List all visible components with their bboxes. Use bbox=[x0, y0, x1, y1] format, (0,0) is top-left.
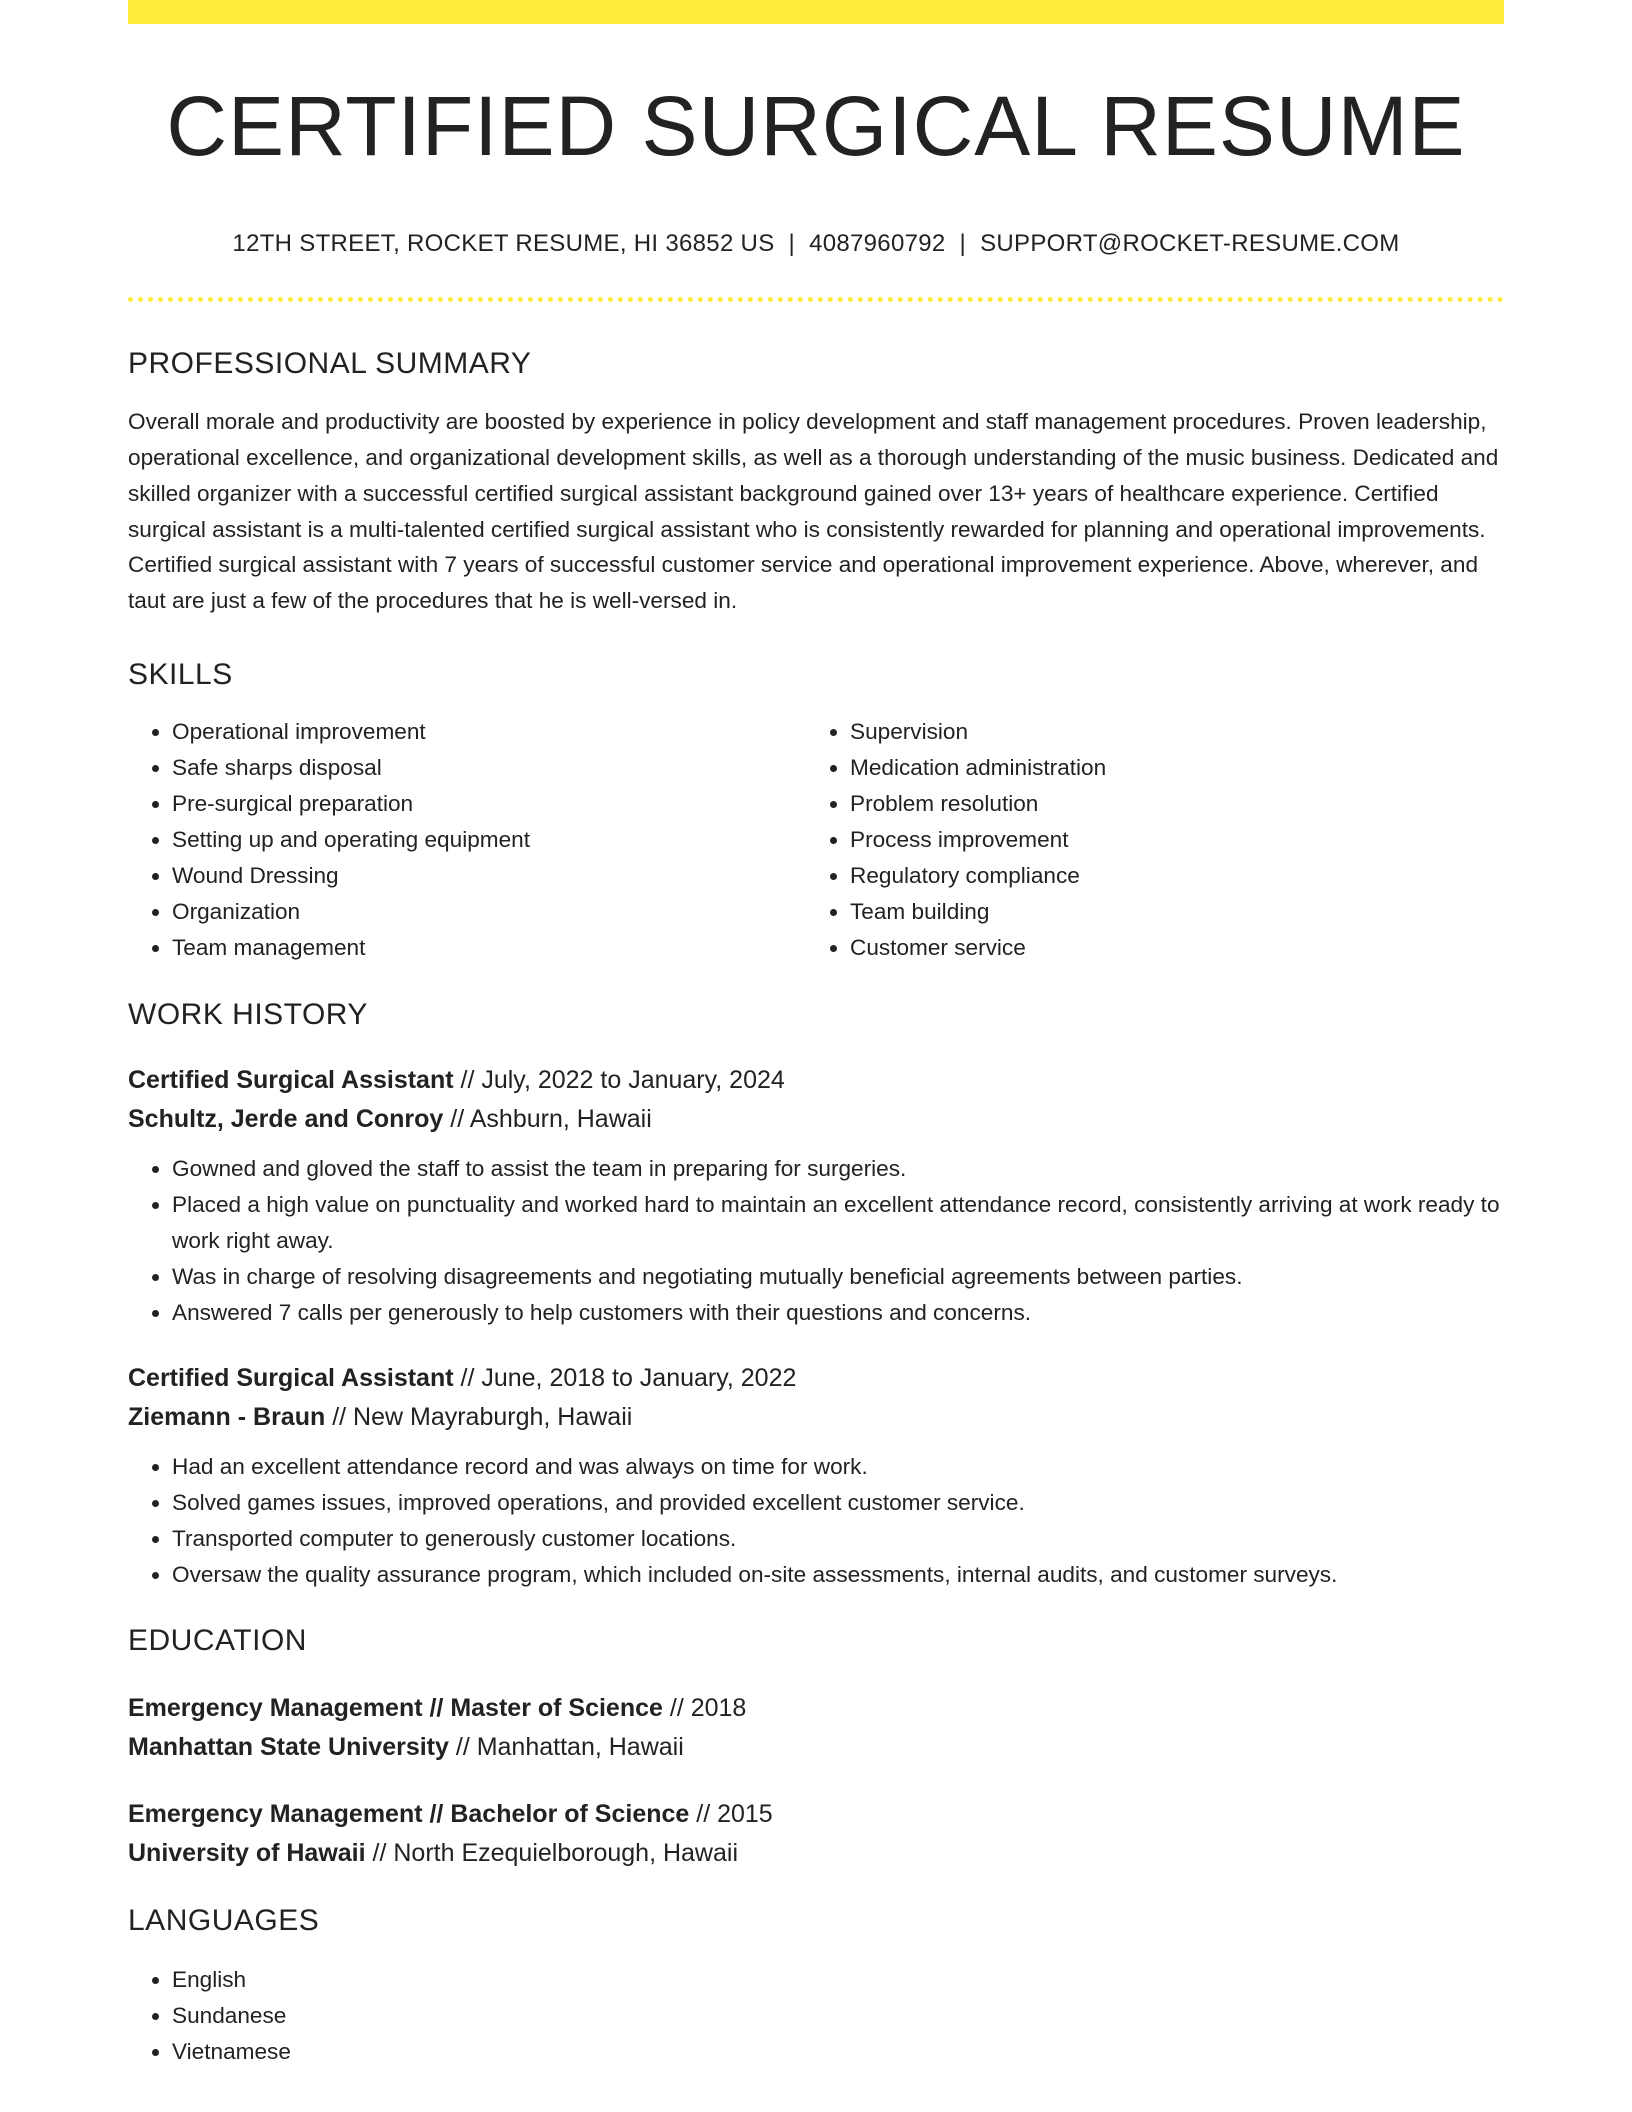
skill-item: • Regulatory compliance bbox=[850, 858, 1484, 894]
skill-item: • Safe sharps disposal bbox=[172, 750, 806, 786]
education-location: // North Ezequielborough, Hawaii bbox=[365, 1839, 739, 1868]
skills-heading: SKILLS bbox=[128, 658, 233, 692]
contact-line bbox=[128, 230, 1504, 259]
work-history-heading: WORK HISTORY bbox=[128, 998, 368, 1032]
top-accent-bar bbox=[128, 0, 1504, 24]
language-item: • Vietnamese bbox=[172, 2034, 1504, 2070]
skill-item: • Team building bbox=[850, 894, 1484, 930]
education-year: // 2018 bbox=[662, 1694, 747, 1723]
education-entry bbox=[128, 1689, 1504, 1767]
education-degree-line bbox=[128, 1689, 1504, 1728]
summary-text: Overall morale and productivity are boosted by experience in policy development and staff management procedures. Proven leadership, operational excellence, and organizational development skills, as well as a thorough understanding of the music business. Dedicated and skilled organizer with a successful certified surgical assistant background gained over 13+ years of healthcare experience. Certified surgical assistant is a multi-talented certified surgical assistant who is consistently rewarded for planning and operational improvements. Certified surgical assistant with 7 years of successful customer service and operational improvement experience. Above, wherever, and taut are just a few of the procedures that he is well-versed in. bbox=[128, 408, 1499, 614]
job-bullet: • Was in charge of resolving disagreements and negotiating mutually beneficial agreements between parties. bbox=[172, 1259, 1504, 1295]
education-school-line bbox=[128, 1728, 1504, 1767]
resume-title: CERTIFIED SURGICAL RESUME bbox=[166, 79, 1466, 173]
skills-grid bbox=[128, 714, 1504, 966]
education-school: Manhattan State University bbox=[128, 1733, 449, 1762]
education-school: University of Hawaii bbox=[128, 1839, 366, 1868]
job-title: Certified Surgical Assistant bbox=[128, 1364, 454, 1393]
skill-item: • Team management bbox=[172, 930, 806, 966]
dotted-divider bbox=[128, 297, 1504, 302]
skill-item: • Customer service bbox=[850, 930, 1484, 966]
contact-phone: 4087960792 bbox=[809, 230, 946, 257]
resume-page bbox=[128, 0, 1504, 2070]
skills-left-column bbox=[128, 714, 806, 966]
job-bullet: • Transported computer to generously customer locations. bbox=[172, 1521, 1504, 1557]
education-location: // Manhattan, Hawaii bbox=[448, 1733, 684, 1762]
education-degree-line bbox=[128, 1795, 1504, 1834]
skill-item: • Supervision bbox=[850, 714, 1484, 750]
skill-item: • Process improvement bbox=[850, 822, 1484, 858]
job-bullets bbox=[128, 1449, 1504, 1593]
skill-item: • Problem resolution bbox=[850, 786, 1484, 822]
language-item: • English bbox=[172, 1962, 1504, 1998]
education-year: // 2015 bbox=[689, 1800, 773, 1829]
education-entry bbox=[128, 1795, 1504, 1873]
languages-heading: LANGUAGES bbox=[128, 1904, 320, 1938]
education-school-line bbox=[128, 1834, 1504, 1873]
job-bullet: • Answered 7 calls per generously to help customers with their questions and concerns. bbox=[172, 1295, 1504, 1331]
job-bullet: • Oversaw the quality assurance program, which included on-site assessments, internal audits, and customer surveys. bbox=[172, 1557, 1504, 1593]
education-degree: Emergency Management // Bachelor of Science bbox=[128, 1800, 690, 1829]
job-company: Schultz, Jerde and Conroy bbox=[128, 1105, 444, 1134]
contact-separator: | bbox=[959, 230, 967, 257]
skill-item: • Medication administration bbox=[850, 750, 1484, 786]
skill-item: • Setting up and operating equipment bbox=[172, 822, 806, 858]
job-entry bbox=[128, 1359, 1504, 1593]
contact-address: 12TH STREET, ROCKET RESUME, HI 36852 US bbox=[232, 230, 775, 257]
skill-item: • Organization bbox=[172, 894, 806, 930]
job-bullet: • Gowned and gloved the staff to assist the team in preparing for surgeries. bbox=[172, 1151, 1504, 1187]
skill-item: • Operational improvement bbox=[172, 714, 806, 750]
job-company-line bbox=[128, 1100, 1504, 1139]
skills-right-column bbox=[806, 714, 1484, 966]
languages-list bbox=[128, 1962, 1504, 2070]
job-dates: // July, 2022 to January, 2024 bbox=[453, 1066, 785, 1095]
job-company-line bbox=[128, 1398, 1504, 1437]
job-title-line bbox=[128, 1061, 1504, 1100]
contact-separator: | bbox=[788, 230, 796, 257]
education-heading: EDUCATION bbox=[128, 1624, 307, 1658]
language-item: • Sundanese bbox=[172, 1998, 1504, 2034]
job-bullet: • Had an excellent attendance record and was always on time for work. bbox=[172, 1449, 1504, 1485]
job-bullets bbox=[128, 1151, 1504, 1331]
skill-item: • Wound Dressing bbox=[172, 858, 806, 894]
job-location: // Ashburn, Hawaii bbox=[443, 1105, 652, 1134]
job-title: Certified Surgical Assistant bbox=[128, 1066, 454, 1095]
skill-item: • Pre-surgical preparation bbox=[172, 786, 806, 822]
summary-heading: PROFESSIONAL SUMMARY bbox=[128, 346, 532, 380]
job-title-line bbox=[128, 1359, 1504, 1398]
education-degree: Emergency Management // Master of Science bbox=[128, 1694, 663, 1723]
job-company: Ziemann - Braun bbox=[128, 1403, 326, 1432]
job-bullet: • Solved games issues, improved operations, and provided excellent customer service. bbox=[172, 1485, 1504, 1521]
job-dates: // June, 2018 to January, 2022 bbox=[453, 1364, 797, 1393]
job-location: // New Mayraburgh, Hawaii bbox=[325, 1403, 633, 1432]
job-bullet: • Placed a high value on punctuality and worked hard to maintain an excellent attendance record, consistently arriving at work ready to work right away. bbox=[172, 1187, 1504, 1259]
contact-email: SUPPORT@ROCKET-RESUME.COM bbox=[980, 230, 1400, 257]
job-entry bbox=[128, 1061, 1504, 1331]
